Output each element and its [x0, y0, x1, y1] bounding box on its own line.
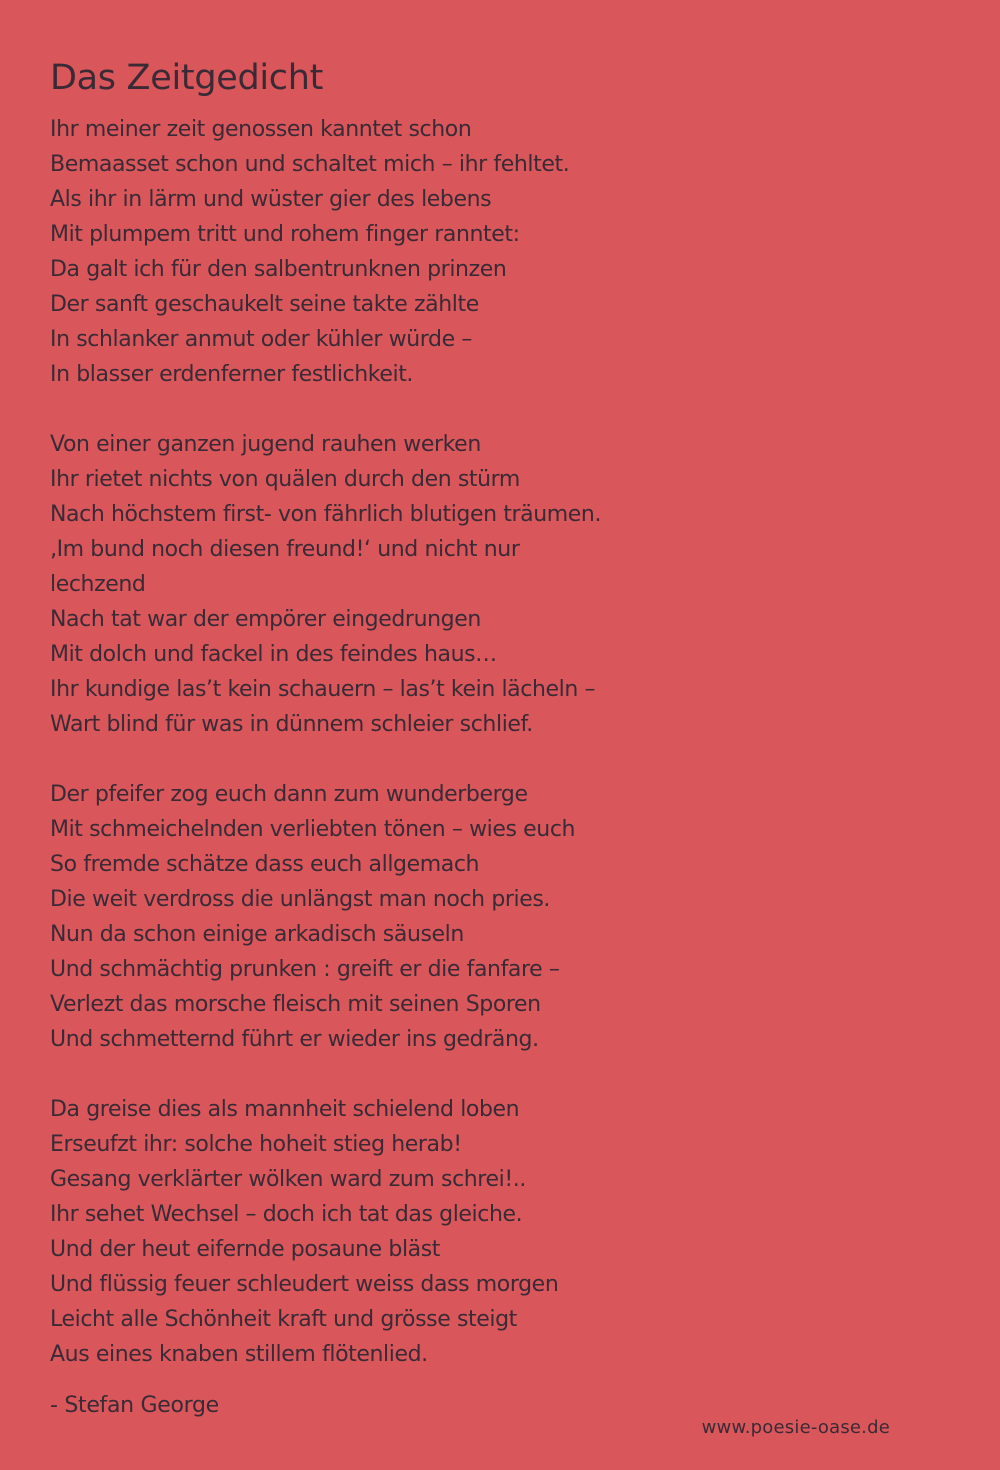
poem-line: Ihr sehet Wechsel – doch ich tat das gleiche. — [50, 1202, 523, 1227]
poem-line: Da galt ich für den salbentrunknen prinzen — [50, 257, 507, 282]
poem-line: Und schmächtig prunken : greift er die fanfare – — [50, 957, 560, 982]
poem-line: Nach tat war der empörer eingedrungen — [50, 607, 481, 632]
poem-title: Das Zeitgedicht — [50, 58, 324, 98]
poem-line: In schlanker anmut oder kühler würde – — [50, 327, 472, 352]
stanza-3 — [50, 777, 950, 1057]
stanza-2 — [50, 427, 950, 742]
poem-line: Ihr meiner zeit genossen kanntet schon — [50, 117, 472, 142]
poem-line: Und flüssig feuer schleudert weiss dass morgen — [50, 1272, 559, 1297]
poem-line: lechzend — [50, 572, 146, 597]
poem-line: Erseufzt ihr: solche hoheit stieg herab! — [50, 1132, 462, 1157]
poem-line: Und der heut eifernde posaune bläst — [50, 1237, 441, 1262]
poem-line: Mit schmeichelnden verliebten tönen – wies euch — [50, 817, 576, 842]
poem-line: Der sanft geschaukelt seine takte zählte — [50, 292, 479, 317]
poem-line: Mit plumpem tritt und rohem finger ranntet: — [50, 222, 520, 247]
poem-line: Verlezt das morsche fleisch mit seinen Sporen — [50, 992, 541, 1017]
poem-line: Bemaasset schon und schaltet mich – ihr fehltet. — [50, 152, 570, 177]
poem-line: Leicht alle Schönheit kraft und grösse steigt — [50, 1307, 517, 1332]
website-link[interactable]: www.poesie-oase.de — [701, 1417, 890, 1438]
poem-line: Ihr kundige las’t kein schauern – las’t kein lächeln – — [50, 677, 596, 702]
poem-line: Ihr rietet nichts von quälen durch den stürm — [50, 467, 520, 492]
poem-line: Nun da schon einige arkadisch säuseln — [50, 922, 464, 947]
poem-line: Der pfeifer zog euch dann zum wunderberge — [50, 782, 528, 807]
stanza-1 — [50, 112, 950, 392]
author-signature: - Stefan George — [50, 1393, 219, 1418]
stanza-4 — [50, 1092, 950, 1372]
poem-line: Als ihr in lärm und wüster gier des lebens — [50, 187, 492, 212]
poem-line: Aus eines knaben stillem flötenlied. — [50, 1342, 428, 1367]
poem-line: Von einer ganzen jugend rauhen werken — [50, 432, 481, 457]
poem-body — [50, 112, 950, 1372]
poem-line: ‚Im bund noch diesen freund!‘ und nicht nur — [50, 537, 520, 562]
poem-line: Nach höchstem first- von fährlich blutigen träumen. — [50, 502, 602, 527]
poem-line: Die weit verdross die unlängst man noch pries. — [50, 887, 551, 912]
poem-line: Gesang verklärter wölken ward zum schrei!.. — [50, 1167, 526, 1192]
poem-line: Da greise dies als mannheit schielend loben — [50, 1097, 520, 1122]
poem-line: Und schmetternd führt er wieder ins gedräng. — [50, 1027, 539, 1052]
poem-line: In blasser erdenferner festlichkeit. — [50, 362, 414, 387]
poem-line: Mit dolch und fackel in des feindes haus… — [50, 642, 497, 667]
poem-line: Wart blind für was in dünnem schleier schlief. — [50, 712, 533, 737]
poem — [50, 52, 950, 1407]
poem-line: So fremde schätze dass euch allgemach — [50, 852, 480, 877]
